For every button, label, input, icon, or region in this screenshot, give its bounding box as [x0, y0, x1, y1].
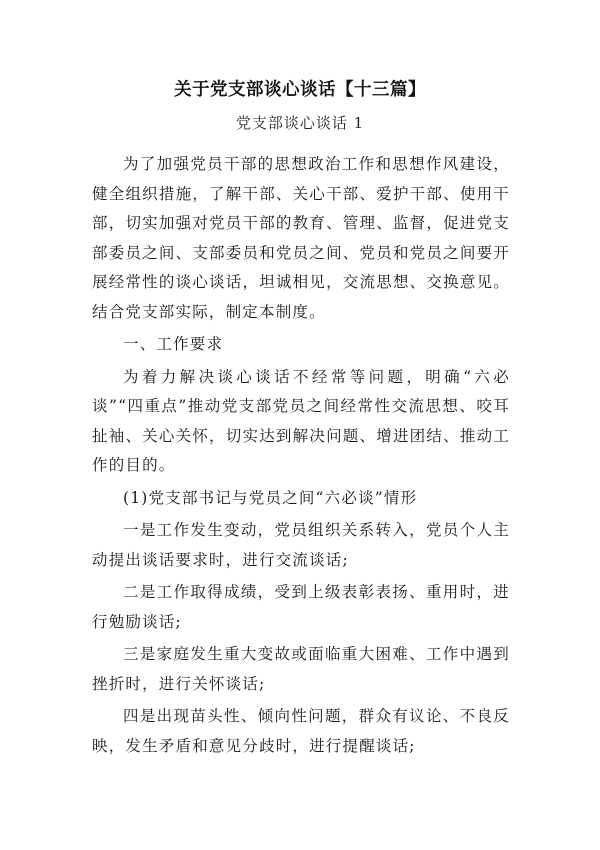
paragraph: 为着力解决谈心谈话不经常等问题，明确“六必谈”“四重点”推动党支部党员之间经常性交流思想、咬耳扯袖、关心关怀，切实达到解决问题、增进团结、推动工作的目的。	[92, 367, 510, 474]
document-subtitle: 党支部谈心谈话 1	[235, 114, 365, 132]
subsection-heading: (1)党支部书记与党员之间“六必谈”情形	[123, 488, 418, 507]
paragraph: 二是工作取得成绩，受到上级表彰表扬、重用时，进行勉励谈话;	[92, 583, 510, 631]
paragraph: 为了加强党员干部的思想政治工作和思想作风建设，健全组织措施，了解干部、关心干部、爱护干部、使用干部，切实加强对党员干部的教育、管理、监督，促进党支部委员之间、支部委员和党员之间、党员和党员之间要开展经常性的谈心谈话，坦诚相见，交流思想、交换意见。结合党支部实际，制定本制度。	[92, 155, 510, 321]
document-body	[92, 150, 510, 761]
document-title: 关于党支部谈心谈话【十三篇】	[174, 80, 426, 100]
paragraph: 三是家庭发生重大变故或面临重大困难、工作中遇到挫折时，进行关怀谈话;	[92, 645, 510, 693]
paragraph: 四是出现苗头性、倾向性问题，群众有议论、不良反映，发生矛盾和意见分歧时，进行提醒谈话;	[92, 707, 510, 755]
paragraph: 一是工作发生变动，党员组织关系转入，党员个人主动提出谈话要求时，进行交流谈话;	[92, 521, 510, 569]
section-heading: 一、工作要求	[123, 335, 224, 353]
